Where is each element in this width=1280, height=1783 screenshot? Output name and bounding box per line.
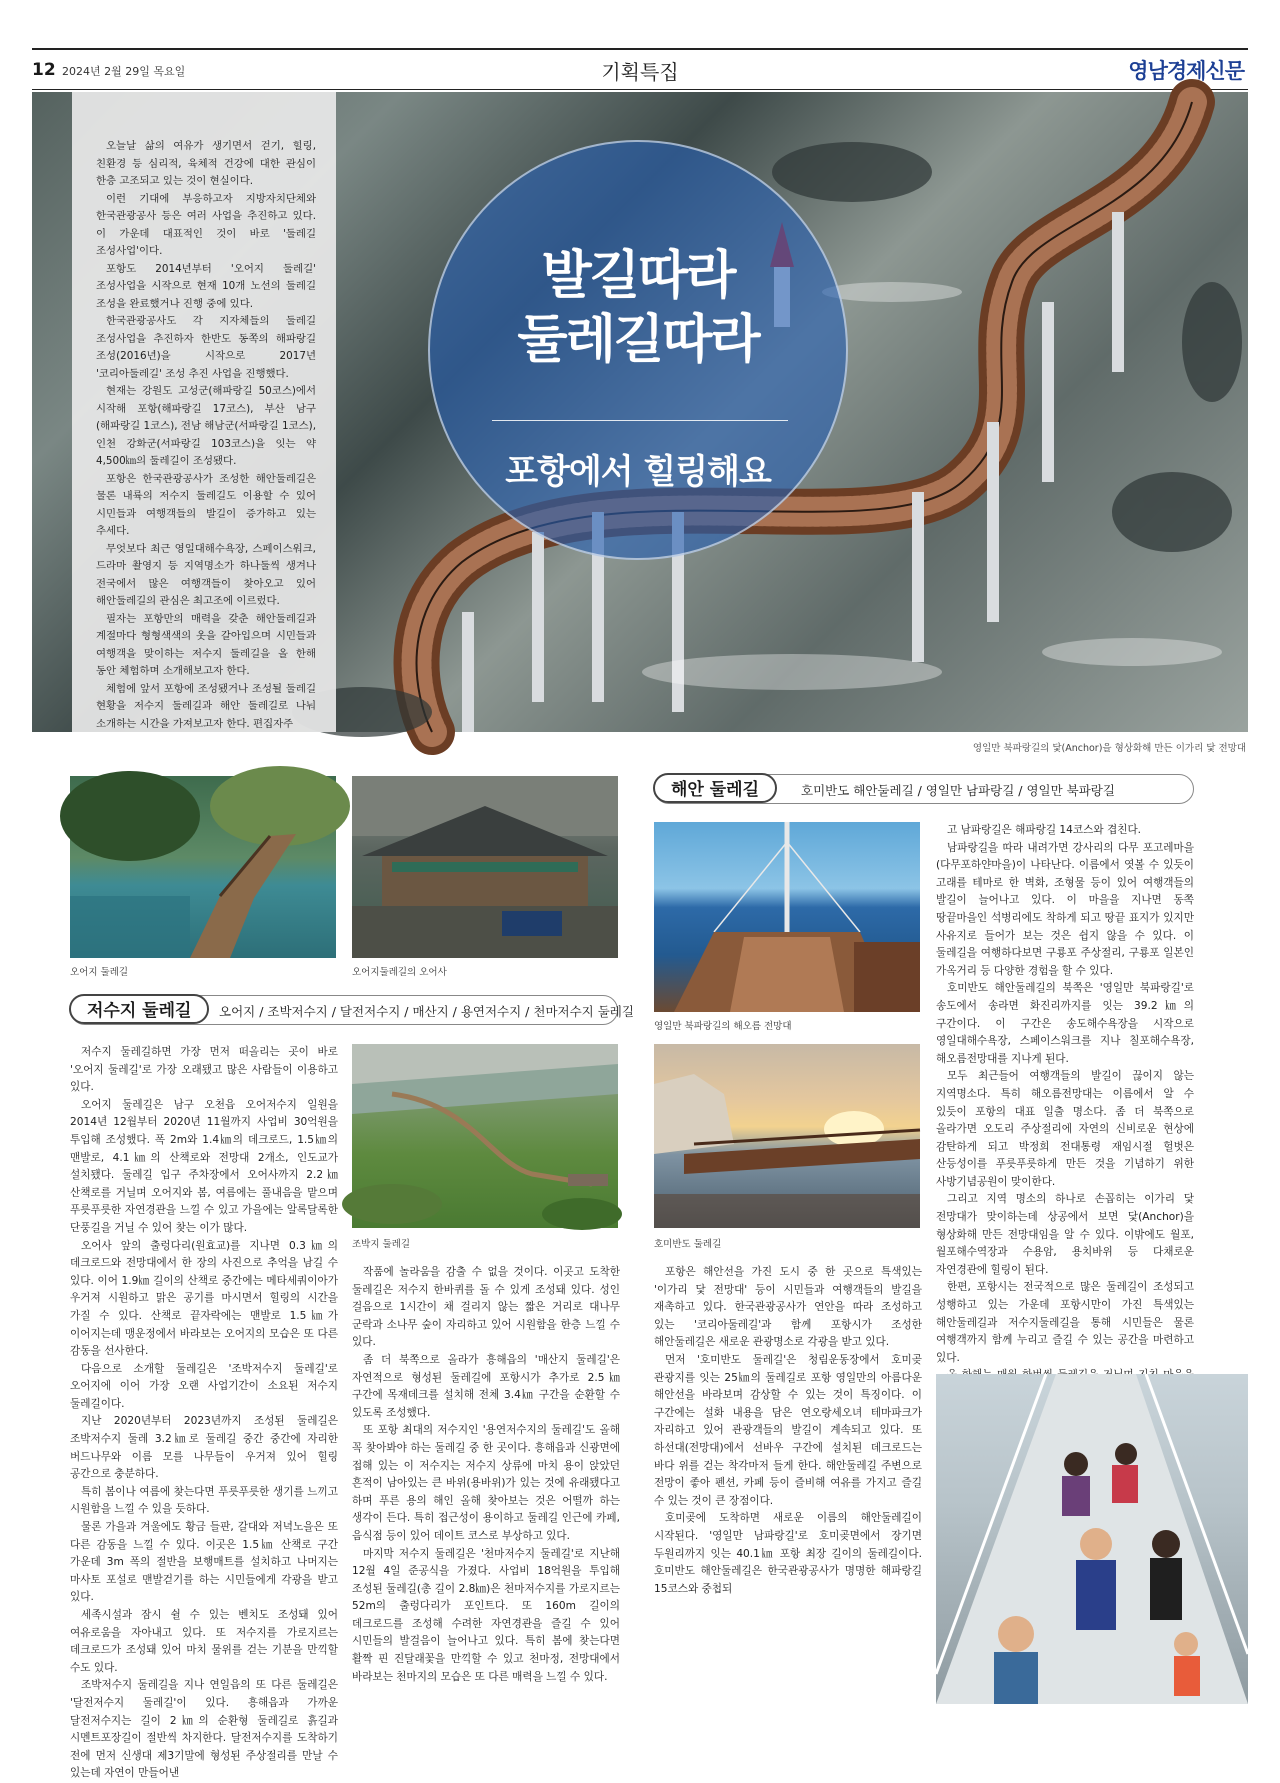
- walkers-boardwalk-photo: [936, 1374, 1248, 1704]
- intro-paragraph: 이런 기대에 부응하고자 지방자치단체와 한국관광공사 등은 여러 사업을 추진하고 있다. 이 가운데 대표적인 것이 바로 '둘레길 조성사업'이다.: [96, 192, 316, 257]
- page-number: 12: [32, 60, 56, 80]
- intro-paragraph: 오늘날 삶의 여유가 생기면서 걷기, 힐링, 친환경 등 심리적, 육체적 건강에 대한 관심이 한층 고조되고 있는 것이 현실이다.: [96, 140, 316, 187]
- article-paragraph: 먼저 '호미반도 둘레길'은 청림운동장에서 호미곶 관광지를 잇는 25㎞의 둘레길로 포항 영일만의 아름다운 해안선을 바라보며 감상할 수 있는 것이 특징이다. 이 구간에는 설화 내용을 담은 연오랑세오녀 테마파크가 자리하고 있어 관광객들의 발길이 계속되고 있다. 또 하선대(전망대)에서 선바우 구간에 설치된 데크로드는 바다 위를 걷는 착각마저 들게 한다. 해안둘레길 주변으로 전망이 좋아 펜션, 카페 등이 즐비해 여유를 가지고 즐길 수 있는 것이 큰 장점이다.: [654, 1353, 922, 1507]
- haeoreum-observatory-photo: [654, 822, 920, 1012]
- article-paragraph: 다음으로 소개할 둘레길은 '조박저수지 둘레길'로 오어지에 이어 가장 오랜 사업기간이 소요된 저수지 둘레길이다.: [70, 1362, 338, 1410]
- article-paragraph: 작품에 놀라움을 감출 수 없을 것이다. 이곳고 도착한 둘레길은 저수지 한바퀴를 돌 수 있게 조성돼 있다. 성인 걸음으로 1시간이 채 걸리지 않는 짧은 거리로 대나무 군락과 소나무 숲이 자리하고 있어 시원함을 한층 느낄 수 있다.: [352, 1266, 620, 1349]
- article-paragraph: 지난 2020년부터 2023년까지 조성된 둘레길은 조박저수지 둘레 3.2㎞로 둘레길 중간 중간에 자리한 버드나무와 이름 모를 나무들이 우거져 있어 힐링 공간으로 충분하다.: [70, 1415, 338, 1481]
- homigot-trail-photo: [654, 1044, 920, 1228]
- article-paragraph: 호미반도 해안둘레길의 북쪽은 '영일만 북파랑길'로 송도에서 송라면 화진리까지를 잇는 39.2㎞의 구간이다. 이 구간은 송도해수욕장을 시작으로 영일대해수욕장, 스페이스워크를 지나 칠포해수욕장, 해오름전망대를 지나게 된다.: [936, 982, 1194, 1065]
- article-paragraph: 또 포항 최대의 저수지인 '용연저수지의 둘레길'도 올해 꼭 찾아봐야 하는 둘레길 중 한 곳이다. 흥해읍과 신광면에 접해 있는 이 저수지는 저수지 상류에 마치 용이 앉았던 흔적이 남아있는 큰 바위(용바위)가 있는 것에 유래됐다고 하며 푸른 용의 해인 올해 찾아보는 것은 어떨까 하는 생각이 든다. 특히 접근성이 용이하고 둘레길 인근에 카페, 음식점 등이 있어 데이트 코스로 부상하고 있다.: [352, 1424, 620, 1542]
- reservoir-column-1: [70, 1044, 338, 1780]
- oeosa-temple-photo: [352, 776, 618, 958]
- photo-caption: 호미반도 둘레길: [654, 1239, 722, 1250]
- hero-subtitle: 포항에서 힐링해요: [505, 452, 771, 492]
- title-circle: [428, 140, 848, 560]
- hero-title: [430, 244, 846, 372]
- coastal-section-header: [654, 774, 1194, 804]
- oeoji-trail-photo: [70, 776, 336, 958]
- article-paragraph: 저수지 둘레길하면 가장 먼저 떠올리는 곳이 바로 '오어지 둘레길'로 가장 오래됐고 많은 사람들이 이용하고 있다.: [70, 1046, 338, 1094]
- article-paragraph: 마지막 저수지 둘레길은 '천마저수지 둘레길'로 지난해 12월 4일 준공식을 가졌다. 사업비 18억원을 투입해 조성된 둘레길(총 길이 2.8㎞)은 천마저수지를 가로지르는 52m의 출렁다리가 포인트다. 또 160m 길이의 데크로드를 조성해 수려한 자연경관을 즐길 수 있어 시민들의 발걸음이 늘어나고 있다. 특히 봄에 찾는다면 활짝 핀 진달래꽃을 만끽할 수 있고 천마정, 전망대에서 바라보는 천마지의 모습은 또 다른 매력을 느낄 수 있다.: [352, 1547, 620, 1683]
- coastal-column-4: [936, 822, 1194, 1362]
- issue-date: 2024년 2월 29일 목요일: [62, 65, 186, 78]
- article-paragraph: 조박저수지 둘레길을 지나 연일읍의 또 다른 둘레길은 '달전저수지 둘레길'이 있다. 흥해읍과 가까운 달전저수지는 길이 2㎞의 순환형 둘레길로 흙길과 시멘트포장길이 절반씩 차지한다. 달전저수지를 도착하기 전에 먼저 신생대 제3기말에 형성된 주상절리를 만날 수 있는데 자연이 만들어낸: [70, 1679, 338, 1780]
- intro-paragraph: 현재는 강원도 고성군(해파랑길 50코스)에서 시작해 포항(해파랑길 17코스), 부산 남구(해파랑길 1코스), 전남 해남군(서파랑길 1코스), 인천 강화군(서파랑길 103코스)을 잇는 약 4,500㎞의 둘레길이 조성됐다.: [96, 385, 316, 467]
- hero-title-line: 둘레길따라: [517, 310, 759, 370]
- reservoir-section-subtitle: 오어지 / 조박저수지 / 달전저수지 / 매산지 / 용연저수지 / 천마저수지 둘레길: [219, 1004, 634, 1019]
- article-paragraph: 호미곶에 도착하면 새로운 이름의 해안둘레길이 시작된다. '영일만 남파랑길'로 호미곶면에서 장기면 두원리까지 잇는 40.1㎞ 포항 최장 길이의 둘레길이다. 호미반도 해안둘레길은 한국관광공사가 명명한 해파랑길 15코스와 중첩되: [654, 1512, 922, 1595]
- photo-caption: 조박지 둘레길: [352, 1239, 411, 1250]
- intro-paragraph: 포항은 한국관광공사가 조성한 해안둘레길은 물론 내륙의 저수지 둘레길도 이용할 수 있어 시민들과 여행객들의 발길이 증가하고 있는 추세다.: [96, 472, 316, 537]
- article-paragraph: 오어사 앞의 출렁다리(원효교)를 지나면 0.3㎞의 데크로드와 전망대에서 한 장의 사진으로 추억을 남길 수 있다. 이어 1.9㎞ 길이의 산책로 중간에는 메타세쿼이아가 우거져 시원하고 맑은 공기를 마시면서 힐링의 시간을 가질 수 있다. 산책로 끝자락에는 맨발로 1.5㎞가 이어지는데 맹운정에서 바라보는 오어지의 모습은 또 다른 감동을 선사한다.: [70, 1239, 338, 1358]
- section-title: 기획특집: [601, 60, 679, 84]
- coastal-section-title: 해안 둘레길: [653, 773, 777, 803]
- intro-paragraph: 필자는 포항만의 매력을 갖춘 해안둘레길과 계절마다 형형색색의 옷을 갈아입으며 시민들과 여행객을 맞이하는 저수지 둘레길을 올 한해 동안 체험하며 소개해보고자 한다.: [96, 612, 316, 677]
- hero-title-line: 발길따라: [541, 246, 735, 306]
- coastal-column-3: [654, 1264, 922, 1694]
- photo-caption: 영일만 북파랑길의 해오름 전망대: [654, 1021, 792, 1032]
- article-paragraph: 모두 최근들어 여행객들의 발길이 끊이지 않는 지역명소다. 특히 해오름전망대는 이름에서 알 수 있듯이 포항의 대표 일출 명소다. 좀 더 북쪽으로 올라가면 오도리 주상절리에 자연의 신비로운 현상에 감탄하게 되고 박정희 전대통령 재임시절 헐벗은 산등성이를 푸릇푸릇하게 만든 것을 기념하기 위한 사방기념공원이 맞이한다.: [936, 1070, 1194, 1188]
- article-paragraph: 한편, 포항시는 전국적으로 많은 둘레길이 조성되고 성행하고 있는 가운데 포항시만이 가진 특색있는 해안둘레길과 저수지둘레길을 통해 시민들은 물론 여행객까지 함께 누리고 즐길 수 있는 공간을 마련하고 있다.: [936, 1281, 1194, 1364]
- photo-caption: 오어지둘레길의 오어사: [352, 967, 447, 978]
- article-paragraph: 고 남파랑길은 해파랑길 14코스와 겹친다.: [947, 824, 1142, 836]
- jobak-reservoir-photo: [352, 1044, 618, 1228]
- article-paragraph: 좀 더 북쪽으로 올라가 흥해읍의 '매산지 둘레길'은 자연적으로 형성된 둘레길에 포항시가 추가로 2.5㎞ 구간에 목재데크를 설치해 전체 3.4㎞ 구간을 순환할 수 있도록 조성했다.: [352, 1353, 620, 1419]
- reservoir-section-title: 저수지 둘레길: [69, 994, 209, 1024]
- article-paragraph: 포항은 해안선을 가진 도시 중 한 곳으로 특색있는 '이가리 닻 전망대' 등이 시민들과 여행객들의 발길을 재촉하고 있다. 한국관광공사가 연안을 따라 조성하고 있는 '코리아둘레길'과 함께 포항시가 조성한 해안둘레길은 새로운 관광명소로 각광을 받고 있다.: [654, 1266, 922, 1349]
- intro-paragraph: 무엇보다 최근 영일대해수욕장, 스페이스워크, 드라마 촬영지 등 지역명소가 하나둘씩 생겨나 전국에서 많은 여행객들이 찾아오고 있어 해안둘레길의 관심은 최고조에 이르렀다.: [96, 542, 316, 607]
- newspaper-logo: 영남경제신문: [1128, 59, 1244, 83]
- intro-paragraph: 한국관광공사도 각 지자체들의 둘레길 조성사업을 추진하자 한반도 동쪽의 해파랑길 조성(2016년)을 시작으로 2017년 '코리아둘레길' 조성 추진 사업을 진행했다.: [96, 315, 316, 380]
- coastal-section-subtitle: 호미반도 해안둘레길 / 영일만 남파랑길 / 영일만 북파랑길: [801, 783, 1115, 798]
- article-paragraph: 세족시설과 잠시 쉴 수 있는 벤치도 조성돼 있어 여유로움을 자아내고 있다. 또 저수지를 가로지르는 데크로드가 조성돼 있어 마치 물위를 걷는 기분을 만끽할 수도 있다.: [70, 1609, 338, 1674]
- intro-text-box: [72, 92, 336, 732]
- article-paragraph: 오어지 둘레길은 남구 오천읍 오어저수지 일원을 2014년 12월부터 2020년 11월까지 사업비 30억원을 투입해 조성했다. 폭 2m와 1.4㎞의 데크로드, 1.5㎞의 맨발로, 4.1㎞의 산책로와 전망대 2개소, 인도교가 설치됐다. 둘레길 입구 주차장에서 오어사까지 2.2㎞ 산책로를 거닐며 오어지와 봄, 여름에는 풀내음을 맡으며 푸릇푸릇한 자연경관을 느낄 수 있고 가을에는 알록달록한 단풍길을 거닐 수 있어 찾는 이가 많다.: [70, 1098, 338, 1234]
- title-divider: [492, 420, 788, 421]
- hero-photo: [32, 92, 1248, 732]
- masthead: [32, 48, 1248, 90]
- article-paragraph: 그리고 지역 명소의 하나로 손꼽히는 이가리 닻 전망대가 맞이하는데 상공에서 보면 닻(Anchor)을 형상화해 만든 전망대임을 알 수 있다. 이밖에도 월포, 월포해수역장과 수용암, 용치바위 등 다채로운 자연경관에 힐링이 된다.: [936, 1193, 1194, 1276]
- article-paragraph: 특히 봄이나 여름에 찾는다면 푸릇푸릇한 생기를 느끼고 시원함을 느낄 수 있을 듯하다.: [70, 1485, 338, 1516]
- reservoir-column-2: [352, 1264, 620, 1704]
- article-paragraph: 물론 가을과 겨울에도 황금 들판, 갈대와 저녁노을은 또 다른 감동을 느낄 수 있다. 이곳은 1.5㎞ 산책로 구간 가운데 3m 폭의 절반을 보행매트를 설치하고 나머지는 마사토 포설로 맨발걷기를 하는 시민들에게 각광을 받고 있다.: [70, 1521, 338, 1604]
- article-paragraph: 남파랑길을 따라 내려가면 강사리의 다무 포고레마을(다무포하얀마을)이 나타난다. 이름에서 엿볼 수 있듯이 고래를 테마로 한 벽화, 조형물 등이 있어 여행객들의 발길이 늘어나고 있다. 이 마을을 지나면 동쪽 땅끝마을인 석병리에도 착하게 되고 땅끝 표지가 있지만 사유지로 들어가 보는 것은 쉽지 않을 수 있다. 이 둘레길을 여행하다보면 구룡포 주상절리, 구룡포 일본인 가옥거리 등 다양한 경험을 할 수 있다.: [936, 841, 1194, 977]
- photo-caption: 오어지 둘레길: [70, 967, 129, 978]
- reservoir-section-header: [70, 995, 634, 1025]
- hero-caption: 영일만 북파랑길의 닻(Anchor)을 형상화해 만든 이가리 닻 전망대: [972, 743, 1246, 754]
- intro-paragraph: 포항도 2014년부터 '오어지 둘레길' 조성사업을 시작으로 현재 10개 노선의 둘레길 조성을 완료했거나 진행 중에 있다.: [96, 262, 316, 310]
- intro-paragraph: 체험에 앞서 포항에 조성됐거나 조성될 둘레길 현황을 저수지 둘레길과 해안 둘레길로 나눠 소개하는 시간을 가져보고자 한다. 편집자주: [96, 682, 316, 730]
